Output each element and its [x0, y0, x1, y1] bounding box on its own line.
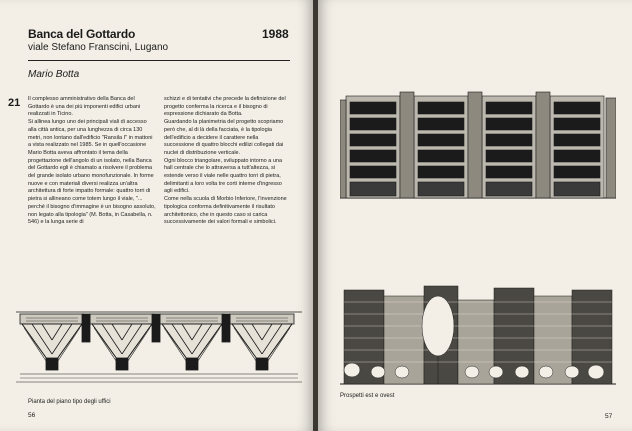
right-page: [318, 0, 632, 431]
page-number-left: 56: [28, 412, 36, 419]
body-text-left-column: [28, 96, 156, 227]
elevation-drawing-east: [340, 90, 616, 200]
paragraph: Il complesso amministrativo della Banca del Gottardo è una dei più imponenti edifici urbani realizzati in Ticino.: [28, 96, 141, 118]
architect-name: Mario Botta: [28, 69, 80, 80]
left-page: [0, 0, 313, 431]
page-title: Banca del Gottardo: [28, 27, 136, 41]
page-number-right: 57: [605, 413, 613, 420]
entry-number: 21: [8, 97, 21, 109]
paragraph: Ogni blocco triangolare, sviluppato intorno a una hall centrale che lo attraversa a tutt'altezza, si estende verso il viale nelle quattro torri di pietra, delimitanti a loro volta tre corti interne d'ingresso agli edifici.: [164, 157, 283, 195]
paragraph: Si allinea lungo uno dei principali viali di accesso alla città antica, per una lunghezza di circa 130 metri, non lontano dall'edificio "Ransila I" in mattoni a vista realizzato nel 1985. Se in quell'occasione Mario Botta aveva affrontato il tema della progettazione dell'angolo di un isolato, nella Banca del Gottardo egli è chiamato a risolvere il problema del grande isolato urbano monofunzionale. In forme nuove e con materiali diversi realizza un'altra architettura di forte impatto formale: quattro torri di pietra si allineano come totem lungo il viale, "... perché il bisogno d'immagine è un bisogno assoluto, non legato alla tipologia" (M. Botta, in Casabella, n. 546) e la lunga serie di: [28, 119, 156, 226]
elevation-caption: Prospetti est e ovest: [340, 393, 395, 399]
project-address: viale Stefano Franscini, Lugano: [28, 42, 169, 53]
paragraph: schizzi e di tentativi che precede la definizione del progetto conferma la ricerca e il bisogno di espressione dichiarato da Botta.: [164, 96, 286, 118]
title-rule: [28, 60, 290, 61]
body-text-right-column: [164, 96, 290, 227]
project-year: 1988: [262, 27, 289, 41]
floor-plan-drawing: [16, 304, 302, 386]
elevation-drawing-west: [340, 282, 616, 386]
paragraph: Guardando la planimetria del progetto scopriamo però che, al di là della facciata, è la tipologia dell'edificio a decidere il carattere nella successione di quattro blocchi edilizi collegati dai nuclei di distribuzione verticale.: [164, 119, 284, 156]
paragraph: Come nella scuola di Morbio Inferiore, l'invenzione tipologica conforma definitivamente il risultato architettonico, che in questo caso si carica successivamente dei valori formali e simbolici.: [164, 196, 287, 226]
plan-caption: Pianta del piano tipo degli uffici: [28, 399, 111, 405]
